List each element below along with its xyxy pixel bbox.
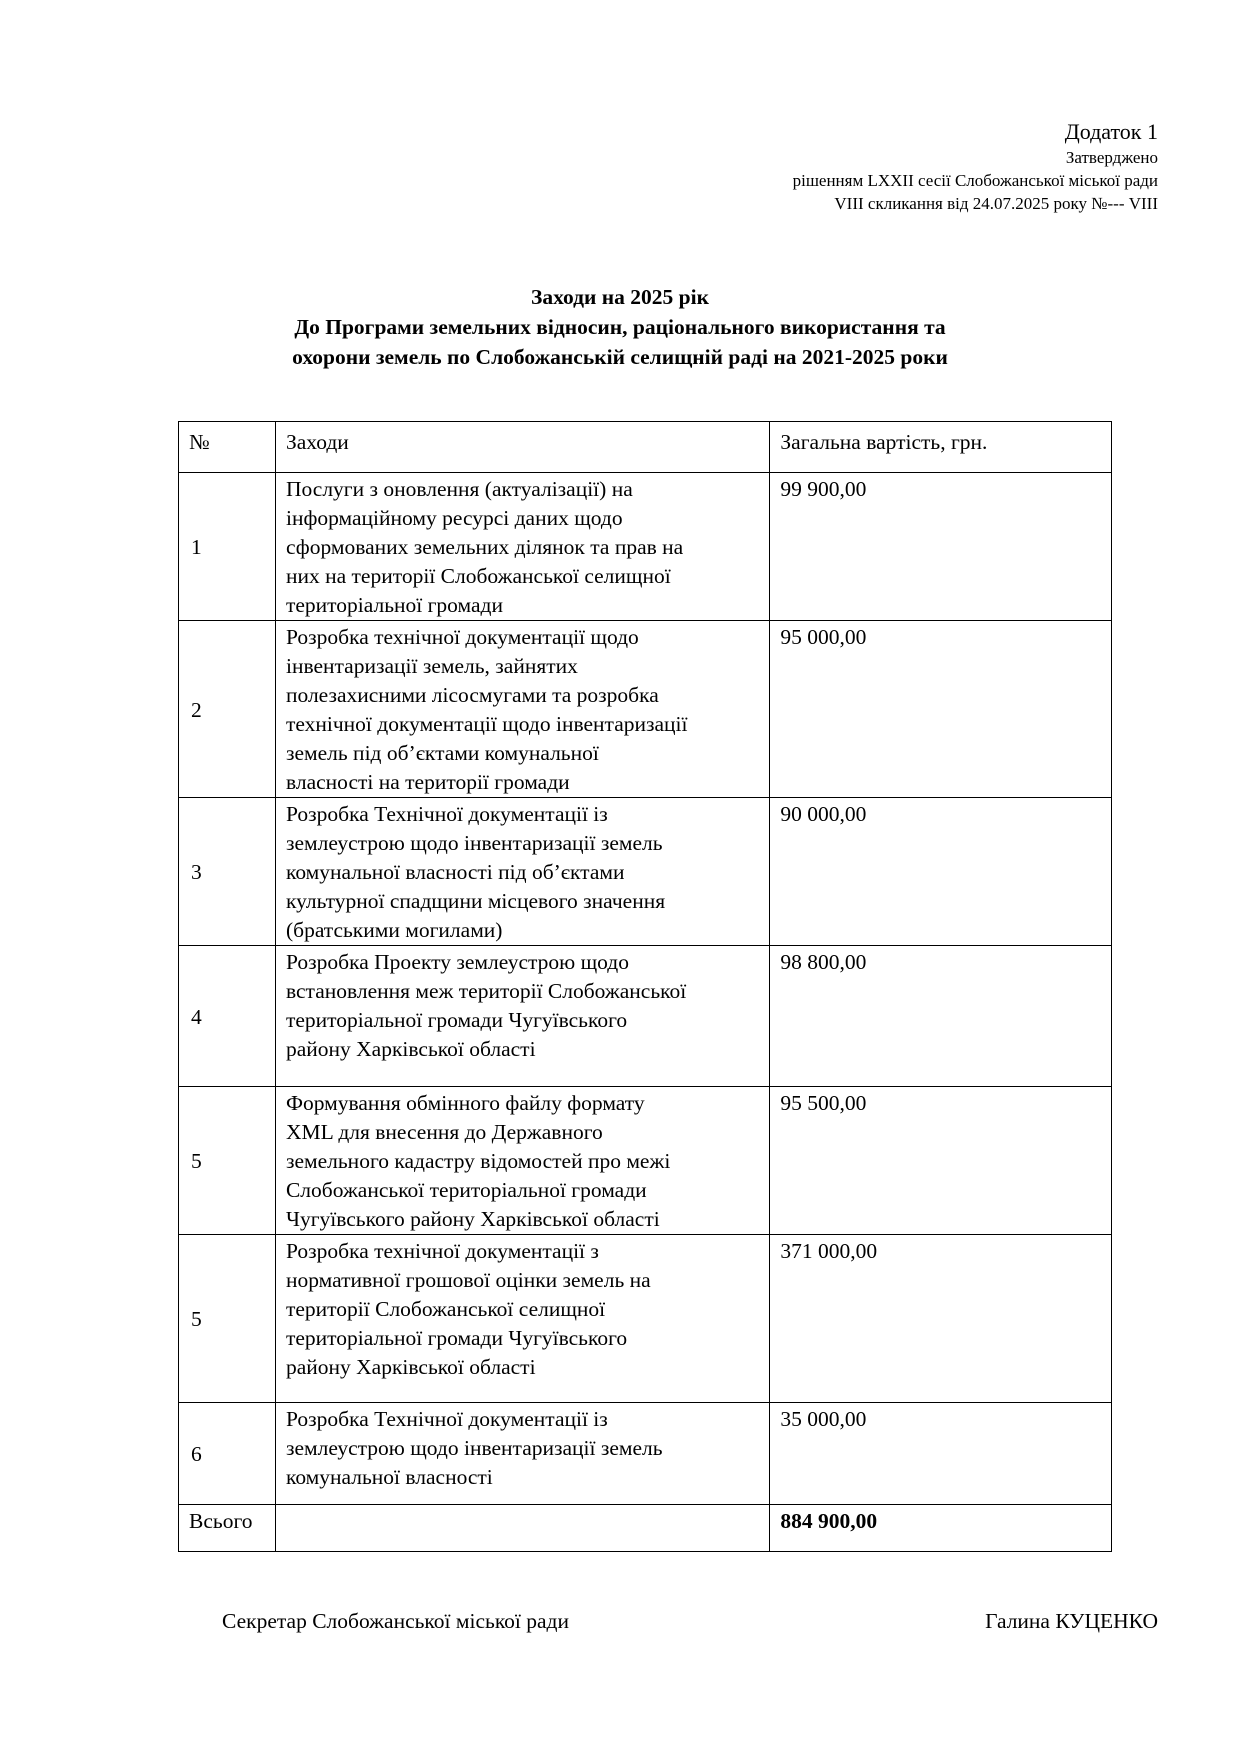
measure-line: власності на території громади: [285, 770, 570, 794]
row-number: 5: [179, 1087, 276, 1235]
annex-title: Додаток 1: [1064, 119, 1158, 144]
measure-line: Розробка Технічної документації із: [285, 1407, 608, 1431]
measure-line: Слобожанської територіальної громади: [285, 1178, 647, 1202]
measure-line: Чугуївського району Харківської області: [285, 1207, 660, 1231]
annex-decision: рішенням LXXII сесії Слобожанської міської ради: [792, 171, 1158, 190]
measure-line: сформованих земельних ділянок та прав на: [285, 535, 684, 559]
table-row: [179, 798, 1112, 946]
measure-line: комунальної власності: [285, 1465, 493, 1489]
row-cost: 35 000,00: [770, 1403, 1112, 1505]
row-measure: [275, 473, 769, 621]
measure-line: земельного кадастру відомостей про межі: [285, 1149, 671, 1173]
measure-line: території Слобожанської селищної: [285, 1297, 606, 1321]
row-measure: [275, 1235, 769, 1403]
measure-line: Формування обмінного файлу формату: [285, 1091, 645, 1115]
heading-line-2: До Програми земельних відносин, раціонального використання та: [294, 315, 946, 339]
heading-line-3: охорони земель по Слобожанській селищній раді на 2021-2025 роки: [292, 345, 948, 369]
heading-line-1: Заходи на 2025 рік: [530, 285, 709, 309]
row-number: 4: [179, 946, 276, 1087]
row-cost: 90 000,00: [770, 798, 1112, 946]
annex-block: [793, 118, 1158, 215]
measure-line: нормативної грошової оцінки земель на: [285, 1268, 651, 1292]
header-number: №: [179, 422, 276, 473]
row-number: 6: [179, 1403, 276, 1505]
total-cost: 884 900,00: [770, 1505, 1112, 1552]
row-measure: [275, 798, 769, 946]
annex-convocation: VIII скликання від 24.07.2025 року №--- VIII: [834, 194, 1158, 213]
row-measure: [275, 1403, 769, 1505]
table-row: [179, 473, 1112, 621]
measure-line: полезахисними лісосмугами та розробка: [285, 683, 659, 707]
total-empty-cell: [275, 1505, 769, 1552]
measure-line: Розробка Проекту землеустрою щодо: [285, 950, 629, 974]
annex-approved: Затверджено: [1065, 148, 1158, 167]
measure-line: землеустрою щодо інвентаризації земель: [285, 831, 663, 855]
total-label: Всього: [179, 1505, 276, 1552]
row-cost: 95 000,00: [770, 621, 1112, 798]
measure-line: району Харківської області: [285, 1355, 536, 1379]
row-cost: 99 900,00: [770, 473, 1112, 621]
header-measures: Заходи: [275, 422, 769, 473]
measure-line: територіальної громади Чугуївського: [285, 1326, 628, 1350]
header-cost: Загальна вартість, грн.: [770, 422, 1112, 473]
document-heading: [0, 282, 1240, 372]
measure-line: територіальної громади: [285, 593, 503, 617]
measure-line: земель під об’єктами комунальної: [285, 741, 599, 765]
measure-line: Розробка технічної документації щодо: [285, 625, 639, 649]
measure-line: району Харківської області: [285, 1037, 536, 1061]
row-measure: [275, 946, 769, 1087]
measures-table: [178, 421, 1112, 1552]
row-measure: [275, 1087, 769, 1235]
row-number: 1: [179, 473, 276, 621]
row-measure: [275, 621, 769, 798]
row-cost: 95 500,00: [770, 1087, 1112, 1235]
measure-line: культурної спадщини місцевого значення: [285, 889, 666, 913]
row-cost: 371 000,00: [770, 1235, 1112, 1403]
measure-line: Розробка технічної документації з: [285, 1239, 599, 1263]
total-row: [179, 1505, 1112, 1552]
row-number: 5: [179, 1235, 276, 1403]
table-row: [179, 1087, 1112, 1235]
measure-line: (братськими могилами): [285, 918, 503, 942]
table-row: [179, 1403, 1112, 1505]
measure-line: територіальної громади Чугуївського: [285, 1008, 628, 1032]
table-row: [179, 1235, 1112, 1403]
measure-line: комунальної власності під об’єктами: [285, 860, 625, 884]
row-number: 2: [179, 621, 276, 798]
signature-name: Галина КУЦЕНКО: [985, 1609, 1158, 1633]
table-row: [179, 621, 1112, 798]
measure-line: Розробка Технічної документації із: [285, 802, 608, 826]
measure-line: технічної документації щодо інвентаризації: [285, 712, 688, 736]
measure-line: землеустрою щодо інвентаризації земель: [285, 1436, 663, 1460]
signature-position: Секретар Слобожанської міської ради: [222, 1609, 570, 1633]
measure-line: них на території Слобожанської селищної: [285, 564, 671, 588]
measure-line: інформаційному ресурсі даних щодо: [285, 506, 623, 530]
measure-line: встановлення меж території Слобожанської: [285, 979, 687, 1003]
measure-line: інвентаризації земель, зайнятих: [285, 654, 578, 678]
measure-line: Послуги з оновлення (актуалізації) на: [285, 477, 633, 501]
row-number: 3: [179, 798, 276, 946]
measure-line: XML для внесення до Державного: [285, 1120, 603, 1144]
table-row: [179, 946, 1112, 1087]
row-cost: 98 800,00: [770, 946, 1112, 1087]
table-header-row: [179, 422, 1112, 473]
